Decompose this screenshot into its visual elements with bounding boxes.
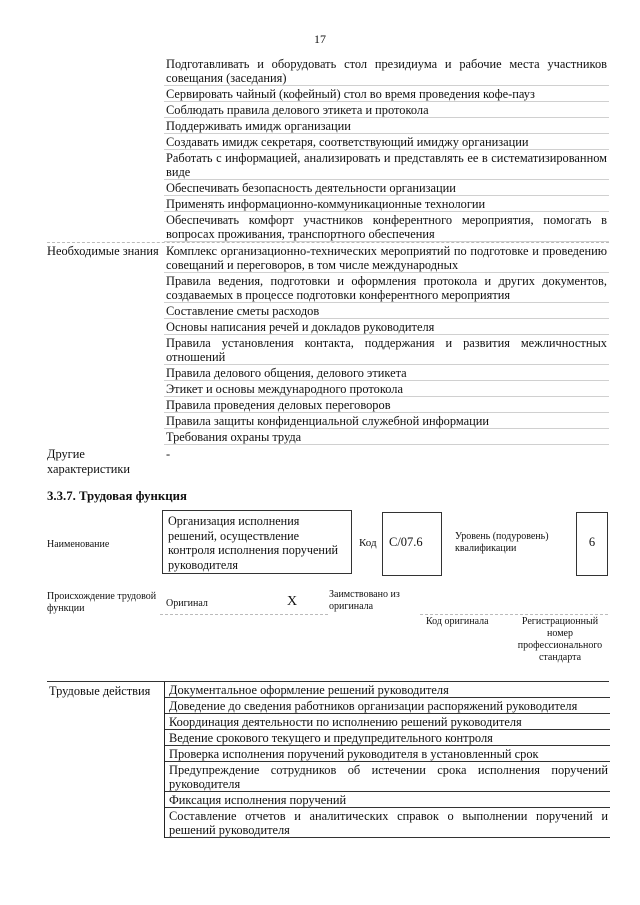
labor-action-item: Доведение до сведения работников организации распоряжений руководителя [165,698,610,714]
labor-action-item: Координация деятельности по исполнению решений руководителя [165,714,610,730]
ability-item: Работать с информацией, анализировать и представлять ее в систематизированном виде [166,151,607,179]
original-label: Оригинал [166,598,208,609]
ability-item: Соблюдать правила делового этикета и протокола [164,102,609,118]
level-box [576,512,608,576]
code-label: Код [359,537,377,549]
labor-action-item: Проверка исполнения поручений руководителя в установленный срок [165,746,610,762]
knowledge-item: Требования охраны труда [164,429,609,445]
knowledge-item: Правила делового общения, делового этикета [164,365,609,381]
origin-label: Происхождение трудовой функции [47,591,157,614]
other-characteristics-value: - [166,447,171,461]
labor-action-item: Ведение срокового текущего и предупредительного контроля [165,730,610,746]
ability-item: Подготавливать и оборудовать стол президиума и рабочие места участников совещания (заседания) [166,57,607,85]
ability-item: Применять информационно-коммуникационные технологии [164,196,609,212]
labor-actions-row [47,682,609,838]
labor-action-item: Предупреждение сотрудников об истечении срока исполнения поручений руководителя [165,762,610,792]
labor-actions-list [164,682,610,838]
abilities-list [164,56,609,242]
page-number: 17 [314,32,326,46]
ability-item: Поддерживать имидж организации [164,118,609,134]
knowledge-item: Комплекс организационно-технических мероприятий по подготовке и проведению совещаний и переговоров, в том числе международных [166,244,607,272]
borrowed-label: Заимствовано из оригинала [329,589,400,612]
code-value: C/07.6 [389,535,423,549]
other-characteristics-row [47,445,609,477]
knowledge-list [164,243,609,445]
requirements-table [47,56,609,477]
function-name-value: Организация исполнения решений, осуществление контроля исполнения поручений руководителя [168,514,338,572]
knowledge-row [47,242,609,445]
labor-actions-label: Трудовые действия [49,684,151,698]
other-characteristics-label: Другие характеристики [47,447,131,476]
function-name-box [162,510,352,574]
labor-action-item: Составление отчетов и аналитических справок о выполнении поручений и решений руководителя [165,808,610,838]
ability-item: Создавать имидж секретаря, соответствующий имиджу организации [164,134,609,150]
section-title: 3.3.7. Трудовая функция [47,489,187,503]
knowledge-item: Правила ведения, подготовки и оформления протокола и других документов, создаваемых в процессе подготовки конферентного мероприятия [166,274,607,302]
level-value: 6 [588,535,596,549]
abilities-continued-row [47,56,609,242]
knowledge-item: Правила защиты конфиденциальной служебной информации [164,413,609,429]
knowledge-item: Составление сметы расходов [164,303,609,319]
code-box [382,512,442,576]
ability-item: Сервировать чайный (кофейный) стол во время проведения кофе-пауз [164,86,609,102]
knowledge-item: Правила проведения деловых переговоров [164,397,609,413]
knowledge-item: Основы написания речей и докладов руководителя [164,319,609,335]
knowledge-label: Необходимые знания [47,244,159,258]
ability-item: Обеспечивать безопасность деятельности организации [164,180,609,196]
original-mark: X [287,594,298,609]
knowledge-item: Этикет и основы международного протокола [164,381,609,397]
ability-item: Обеспечивать комфорт участников конферентного мероприятия, помогать в вопросах проживания, транспортного обеспечения [166,213,607,241]
reg-number-label: Регистрационный номер профессионального стандарта [517,616,603,663]
name-label: Наименование [47,539,110,550]
labor-action-item: Документальное оформление решений руководителя [165,682,610,698]
knowledge-item: Правила установления контакта, поддержания и развития межличностных отношений [166,336,607,364]
level-label: Уровень (подуровень) квалификации [455,531,549,554]
original-code-label: Код оригинала [426,616,489,627]
labor-actions-table [47,681,609,838]
labor-action-item: Фиксация исполнения поручений [165,792,610,808]
